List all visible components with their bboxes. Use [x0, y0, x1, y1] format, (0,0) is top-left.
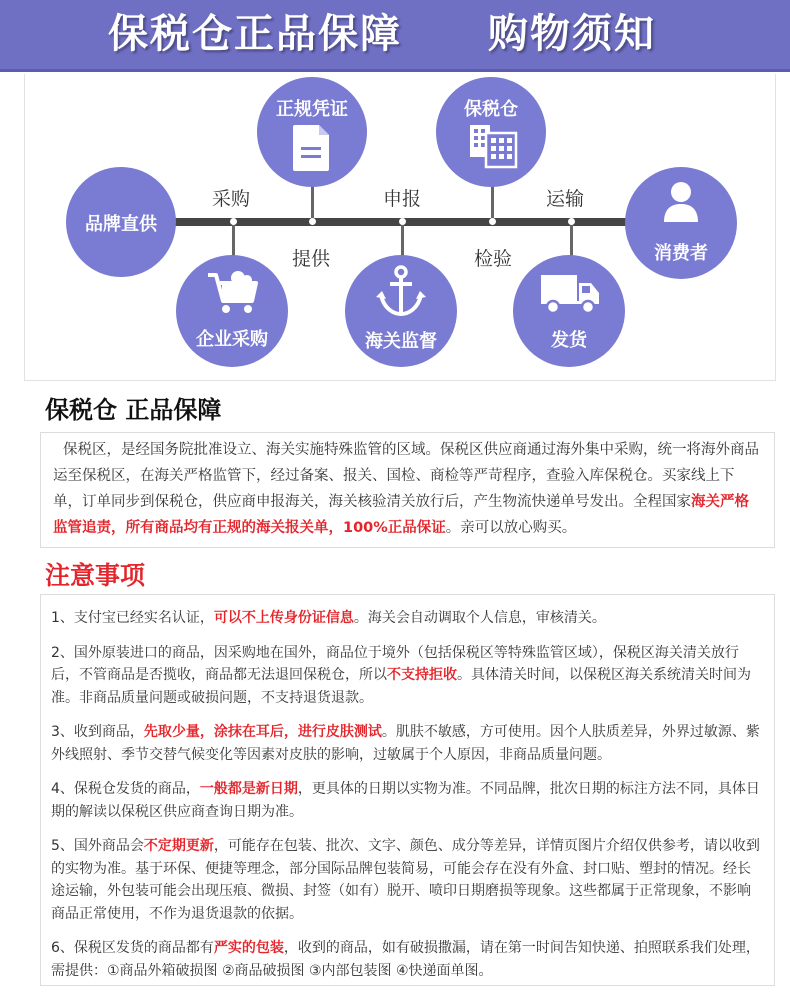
notice-highlight: 先取少量，涂抹在耳后，进行皮肤测试	[143, 724, 382, 740]
step-provide: 提供	[292, 248, 331, 270]
node-warehouse-label: 保税仓	[464, 99, 518, 120]
notice-list	[51, 607, 763, 994]
step-transport: 运输	[546, 188, 585, 210]
step-purchase: 采购	[212, 188, 251, 210]
node-bonded-warehouse	[436, 77, 546, 187]
node-enterprise-purchase	[176, 255, 288, 367]
notice-text: 1、支付宝已经实名认证，	[51, 610, 214, 626]
node-voucher	[257, 77, 367, 187]
guarantee-paragraph	[53, 437, 763, 541]
node-customs-supervision	[345, 255, 457, 367]
notice-title: 注意事项	[45, 561, 146, 590]
notice-item	[51, 607, 763, 630]
flow-dot	[568, 218, 575, 225]
node-consumer-label: 消费者	[654, 243, 708, 264]
guarantee-title: 保税仓 正品保障	[45, 396, 222, 424]
node-enterprise-label: 企业采购	[196, 329, 268, 350]
guarantee-text-end: 。亲可以放心购买。	[445, 520, 577, 536]
guarantee-highlight: 海关严格监管追责，所有商品均有正规的海关报关单，100%正品保证	[53, 494, 749, 536]
flow-dot	[489, 218, 496, 225]
notice-text: 2、国外原装进口的商品，因采购地在国外，商品位于境外（包括保税区等特殊监管区域），保税区海关清关放行后，不管商品是否揽收，商品都无法退回保税仓，所以	[51, 644, 739, 683]
guarantee-box	[40, 432, 775, 548]
node-brand-label: 品牌直供	[85, 214, 157, 235]
building-icon	[466, 123, 518, 169]
notice-box	[40, 594, 775, 986]
notice-highlight: 可以不上传身份证信息	[213, 610, 354, 626]
notice-highlight: 不支持拒收	[387, 667, 457, 683]
notice-text: 。肌肤不敏感，方可使用。因个人肤质差异，外界过敏源、紫外线照射、季节交替气候变化等因素对皮肤的影响，过敏属于个人原因，非商品质量问题。	[51, 724, 760, 763]
notice-item	[51, 778, 763, 823]
node-brand-direct	[66, 167, 176, 277]
flow-dot	[399, 218, 406, 225]
flow-dot	[309, 218, 316, 225]
node-customs-label: 海关监督	[365, 331, 437, 352]
header-banner	[0, 0, 790, 72]
shopping-cart-icon	[206, 269, 260, 315]
truck-icon	[539, 271, 601, 315]
flow-dot	[230, 218, 237, 225]
notice-highlight: 严实的包装	[213, 940, 284, 956]
step-declare: 申报	[383, 188, 422, 210]
node-consumer	[625, 167, 737, 279]
node-delivery	[513, 255, 625, 367]
notice-highlight: 不定期更新	[143, 838, 214, 854]
notice-text: 。海关会自动调取个人信息，审核清关。	[353, 610, 606, 626]
notice-text: 6、保税区发货的商品都有	[51, 940, 214, 956]
notice-text: 3、收到商品，	[51, 724, 144, 740]
notice-item	[51, 642, 763, 710]
user-icon	[663, 181, 699, 223]
node-voucher-label: 正规凭证	[276, 99, 348, 120]
guarantee-text: 保税区，是经国务院批准设立、海关实施特殊监管的区域。保税区供应商通过海外集中采购，统一将海外商品运至保税区，在海关严格监管下，经过备案、报关、国检、商检等严苛程序，查验入库保税仓。买家线上下单，订单同步到保税仓，供应商申报海关，海关核验清关放行后，产生物流快递单号发出。全程国家	[53, 442, 759, 510]
node-delivery-label: 发货	[551, 330, 587, 351]
notice-text: ，收到的商品，如有破损撒漏，请在第一时间告知快递、拍照联系我们处理，需提供：①商品外箱破损图 ②商品破损图 ③内部包装图 ④快递面单图。	[51, 940, 760, 979]
notice-text: ，可能存在包装、批次、文字、颜色、成分等差异，详情页图片介绍仅供参考，请以收到的实物为准。基于环保、便捷等理念，部分国际品牌包装简易，可能会存在没有外盒、封口贴、塑封的情况。经长途运输，外包装可能会出现压痕、微损、封签（如有）脱开、喷印日期磨损等现象。这些都属于正常现象，不影响商品正常使用，不作为退货退款的依据。	[51, 838, 760, 922]
notice-text: ，更具体的日期以实物为准。不同品牌，批次日期的标注方法不同，具体日期的解读以保税区供应商查询日期为准。	[51, 781, 760, 820]
notice-highlight: 一般都是新日期	[199, 781, 298, 797]
notice-text: 5、国外商品会	[51, 838, 144, 854]
step-inspect: 检验	[474, 248, 513, 270]
anchor-icon	[376, 265, 426, 319]
notice-item	[51, 721, 763, 766]
notice-text: 。具体清关时间，以保税区海关系统清关时间为准。非商品质量问题或破损问题，不支持退货退款。	[51, 667, 751, 706]
notice-item	[51, 937, 763, 982]
notice-item	[51, 835, 763, 925]
notice-text: 4、保税仓发货的商品，	[51, 781, 200, 797]
banner-title-guarantee: 保税仓正品保障	[108, 11, 402, 57]
banner-title-shopping-notice: 购物须知	[488, 11, 656, 57]
document-icon	[291, 123, 333, 173]
